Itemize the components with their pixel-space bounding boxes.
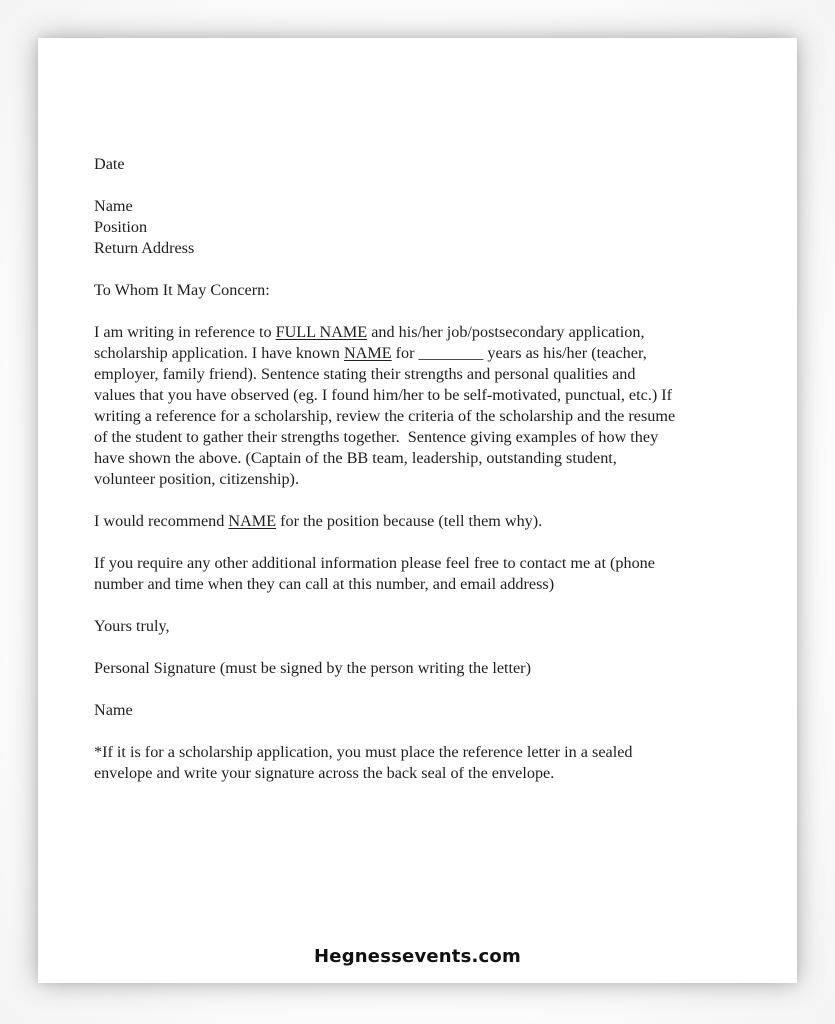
body-line [94, 322, 754, 343]
salutation-block [94, 280, 754, 301]
name-placeholder: NAME [228, 512, 277, 530]
sender-name-line: Name [94, 197, 133, 215]
letter-page [38, 38, 797, 983]
name-block [94, 700, 754, 721]
sender-return-address-line: Return Address [94, 239, 195, 257]
date-block [94, 154, 754, 175]
body-line: volunteer position, citizenship). [94, 470, 299, 488]
date-line: Date [94, 155, 125, 173]
name-placeholder: NAME [343, 344, 392, 362]
body-text: and his/her job/postsecondary application, [367, 323, 645, 341]
sender-block [94, 196, 754, 259]
contact-line: number and time when they can call at this number, and email address) [94, 575, 555, 593]
recommend-text: I would recommend [94, 512, 229, 530]
contact-block [94, 553, 754, 595]
closing-line: Yours truly, [94, 617, 170, 635]
contact-line: If you require any other additional information please feel free to contact me at (phone [94, 554, 655, 572]
recommend-line [94, 511, 754, 532]
site-brand-footer: Hegnessevents.com [314, 946, 521, 967]
closing-block [94, 616, 754, 637]
salutation-line: To Whom It May Concern: [94, 281, 270, 299]
signature-note-block [94, 658, 754, 679]
body-text: I am writing in reference to [94, 323, 276, 341]
body-line: of the student to gather their strengths together. Sentence giving examples of how they [94, 428, 659, 446]
footnote-line: *If it is for a scholarship application, you must place the reference letter in a sealed [94, 743, 633, 761]
sender-position-line: Position [94, 218, 148, 236]
body-paragraph [94, 322, 754, 490]
body-text: for ________ years as his/her (teacher, [391, 344, 647, 362]
body-text: scholarship application. I have known [94, 344, 344, 362]
body-line: have shown the above. (Captain of the BB team, leadership, outstanding student, [94, 449, 617, 467]
letter-content [94, 154, 754, 805]
signature-note-line: Personal Signature (must be signed by the person writing the letter) [94, 659, 531, 677]
name-line: Name [94, 701, 133, 719]
body-line: values that you have observed (eg. I found him/her to be self-motivated, punctual, etc.) If [94, 386, 673, 404]
recommend-text: for the position because (tell them why). [276, 512, 543, 530]
footnote-block [94, 742, 754, 784]
body-line: employer, family friend). Sentence stating their strengths and personal qualities and [94, 365, 636, 383]
body-line: writing a reference for a scholarship, review the criteria of the scholarship and the resume [94, 407, 676, 425]
body-line [94, 343, 754, 364]
recommend-block [94, 511, 754, 532]
footnote-line: envelope and write your signature across the back seal of the envelope. [94, 764, 555, 782]
full-name-placeholder: FULL NAME [275, 323, 368, 341]
